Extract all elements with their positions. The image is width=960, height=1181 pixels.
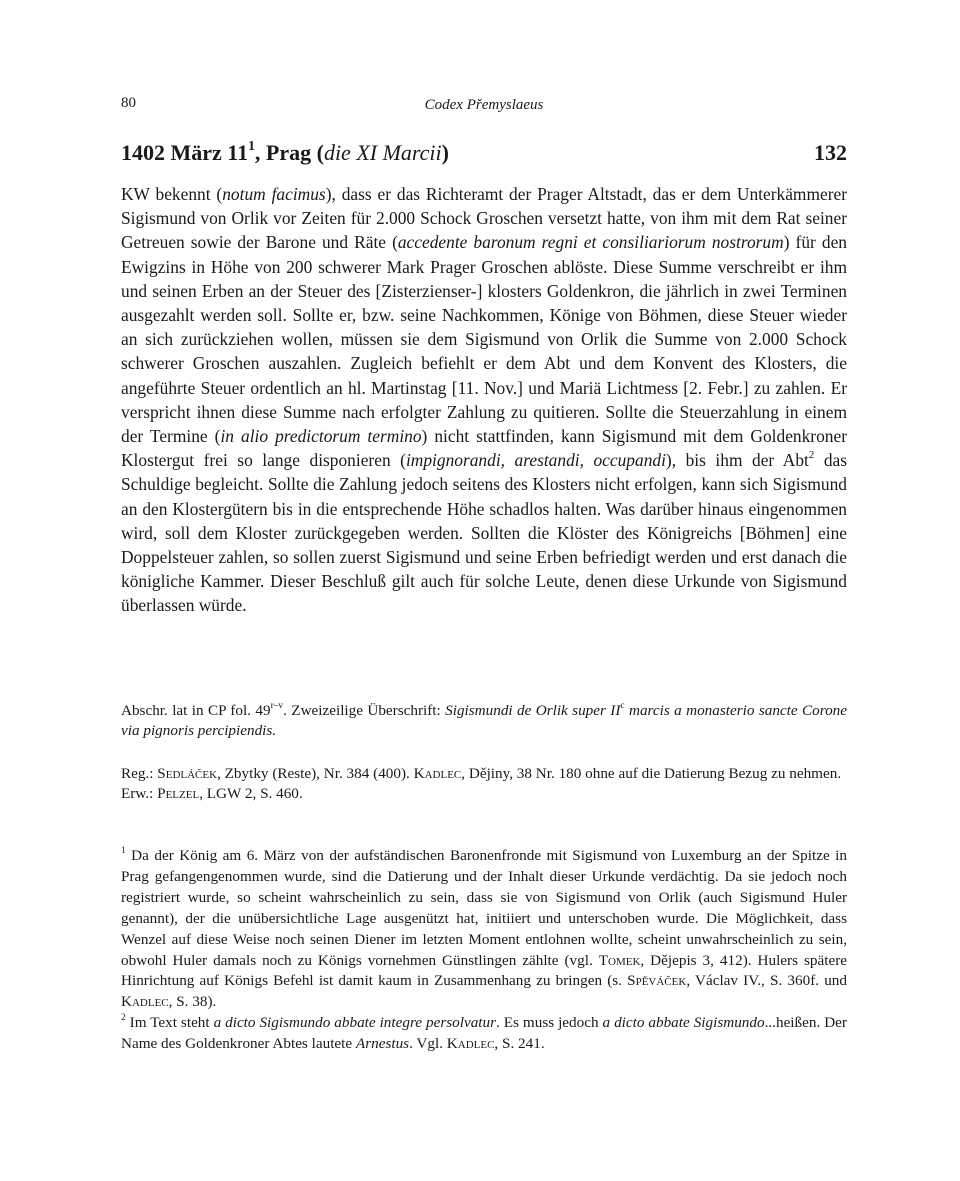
latin-quote: Arnestus bbox=[355, 1035, 410, 1053]
text-run: , Zbytky (Reste), Nr. 384 (400). bbox=[217, 765, 414, 782]
running-head bbox=[121, 95, 847, 117]
text-run: , S. 38). bbox=[168, 993, 217, 1011]
text-run: ), bis ihm der Abt bbox=[665, 450, 809, 471]
latin-quote: impignorandi, arestandi, occupandi bbox=[405, 450, 666, 471]
text-run: , S. 241. bbox=[494, 1035, 545, 1053]
footnote-marker-2: 2 bbox=[808, 449, 815, 462]
mention-literature bbox=[121, 784, 847, 804]
text-run: , Dějiny, 38 Nr. 180 ohne auf die Datierung Bezug zu nehmen. bbox=[461, 765, 842, 782]
author-name: Sedláček bbox=[157, 765, 218, 782]
text-run: . Es muss jedoch bbox=[496, 1014, 603, 1032]
document-heading bbox=[121, 140, 847, 166]
text-run: ) nicht stattfinden, kann Sigismund mit dem Goldenkroner Klostergut frei so lange disponieren ( bbox=[121, 426, 847, 471]
text-run: ) für den Ewigzins in Höhe von 200 schwerer Mark Prager Groschen ablöste. Diese Summe verschreibt er ihm und seinen Erben an der Steuer des [Zisterzienser-] klosters Goldenkron, die jährlich in zwei Terminen ausgezahlt werden soll. Sollte er, bzw. seine Nachkommen, Könige von Böhmen, diese Steuer wieder an sich zurückziehen wollen, müssen sie dem Sigismund von Orlik die Summe von 2.000 Schock schwerer Groschen auszahlen. Zugleich befiehlt er dem Abt und dem Konvent des Klosters, die angeführte Steuer ordentlich an hl. Martinstag [11. Nov.] und Mariä Lichtmess [2. Febr.] zu zahlen. Er verspricht ihnen diese Summe nach erfolgter Zahlung zu quitieren. Sollte die Steuerzahlung in einem der Termine ( bbox=[121, 232, 847, 447]
latin-quote: in alio predictorum termino bbox=[220, 426, 422, 447]
text-run: ...heißen. Der Name des Goldenkroner Abtes lautete bbox=[121, 1014, 847, 1053]
heading-date: 1402 März 11 bbox=[121, 140, 249, 165]
running-title: Codex Přemyslaeus bbox=[424, 97, 544, 113]
regest-paragraph bbox=[121, 182, 847, 618]
footnote-marker-1: 1 bbox=[248, 138, 255, 154]
literature-note bbox=[121, 764, 847, 804]
author-name: Kadlec bbox=[413, 765, 462, 782]
text-run: Abschr. lat in CP fol. 49 bbox=[121, 702, 271, 719]
latin-quote: accedente baronum regni et consiliariorum nostrorum bbox=[397, 232, 784, 253]
author-name: Spěváček bbox=[627, 972, 687, 990]
latin-quote: a dicto abbate Sigismundo bbox=[602, 1014, 765, 1032]
text-run: ), dass er das Richteramt der Prager Altstadt, das er dem Unterkämmerer Sigismund von Orlik vor Zeiten für 2.000 Schock Groschen versetzt hatte, von ihm mit dem Rat seiner Getreuen sowie der Barone und Räte ( bbox=[121, 184, 847, 253]
text-run: . Vgl. bbox=[409, 1035, 447, 1053]
superscript: c bbox=[620, 701, 625, 711]
heading-place: , Prag ( bbox=[254, 140, 324, 165]
heading-latin-date: die XI Marcii bbox=[323, 140, 442, 165]
text-run: Erw.: bbox=[121, 785, 158, 802]
folio-superscript: r–v bbox=[270, 701, 284, 711]
footnote-number: 1 bbox=[121, 846, 126, 856]
footnote-2 bbox=[121, 1013, 847, 1055]
text-run: , LGW 2, S. 460. bbox=[199, 785, 303, 802]
footnote-1 bbox=[121, 846, 847, 1013]
text-run: , Dějepis 3, 412). Hulers spätere Hinrichtung auf Königs Befehl ist damit kaum in Zusammenhang zu bringen (s. bbox=[121, 951, 847, 990]
author-name: Tomek bbox=[598, 951, 641, 969]
transmission-note bbox=[121, 701, 847, 741]
text-run: KW bekennt ( bbox=[121, 184, 223, 204]
document-number: 132 bbox=[814, 140, 847, 165]
text-run: Da der König am 6. März von der aufständischen Baronenfronde mit Sigismund von Luxemburg an der Spitze in Prag gefangengenommen wurde, sind die Datierung und der Inhalt dieser Urkunde verdächtig. Da sie jedoch noch registriert wurde, so scheint wahrscheinlich zu sein, dass sie von Sigismund von Orlik (auch Sigismund Huler genannt), der die unübersichtliche Lage ausgenützt hat, initiiert und unterschoben wurde. Die Möglichkeit, dass Wenzel auf diese Weise noch seinen Diener im letzten Moment entlohnen wollte, scheint unwahrscheinlich zu sein, obwohl Huler damals noch zu Königs vornehmen Günstlingen zählte (vgl. bbox=[121, 847, 847, 969]
text-run: , Václav IV., S. 360f. und bbox=[686, 972, 847, 990]
regest-text bbox=[121, 182, 847, 618]
transmission-paragraph bbox=[121, 701, 847, 741]
latin-quote: a dicto Sigismundo abbate integre persolvatur bbox=[213, 1014, 497, 1032]
author-name: Kadlec bbox=[446, 1035, 495, 1053]
footnotes bbox=[121, 846, 847, 1055]
latin-quote: marcis a monasterio sancte Corone via pignoris percipiendis. bbox=[121, 702, 848, 739]
text-run: . Zweizeilige Überschrift: bbox=[283, 702, 446, 719]
footnote-number: 2 bbox=[121, 1013, 126, 1024]
text-run: Reg.: bbox=[121, 765, 158, 782]
page-number: 80 bbox=[121, 95, 136, 111]
author-name: Kadlec bbox=[121, 993, 169, 1011]
latin-quote: Sigismundi de Orlik super II bbox=[445, 702, 621, 719]
latin-quote: notum facimus bbox=[222, 184, 326, 204]
heading-close: ) bbox=[441, 140, 449, 165]
author-name: Pelzel bbox=[157, 785, 200, 802]
text-run: das Schuldige begleicht. Sollte die Zahlung jedoch seitens des Klosters nicht erfolgen, kann sich Sigismund an den Klostergütern bis in die entsprechende Höhe schadlos halten. Was darüber hinaus eingenommen wird, soll dem Kloster zurückgegeben werden. Sollten die Klöster des Königreichs [Böhmen] eine Doppelsteuer zahlen, so sollen zuerst Sigismund und seine Erben befriedigt werden und erst danach die königliche Kammer. Dieser Beschluß gilt auch für solche Leute, denen diese Urkunde von Sigismund überlassen würde. bbox=[121, 450, 847, 616]
text-run: Im Text steht bbox=[125, 1014, 214, 1032]
regest-literature bbox=[121, 764, 847, 784]
